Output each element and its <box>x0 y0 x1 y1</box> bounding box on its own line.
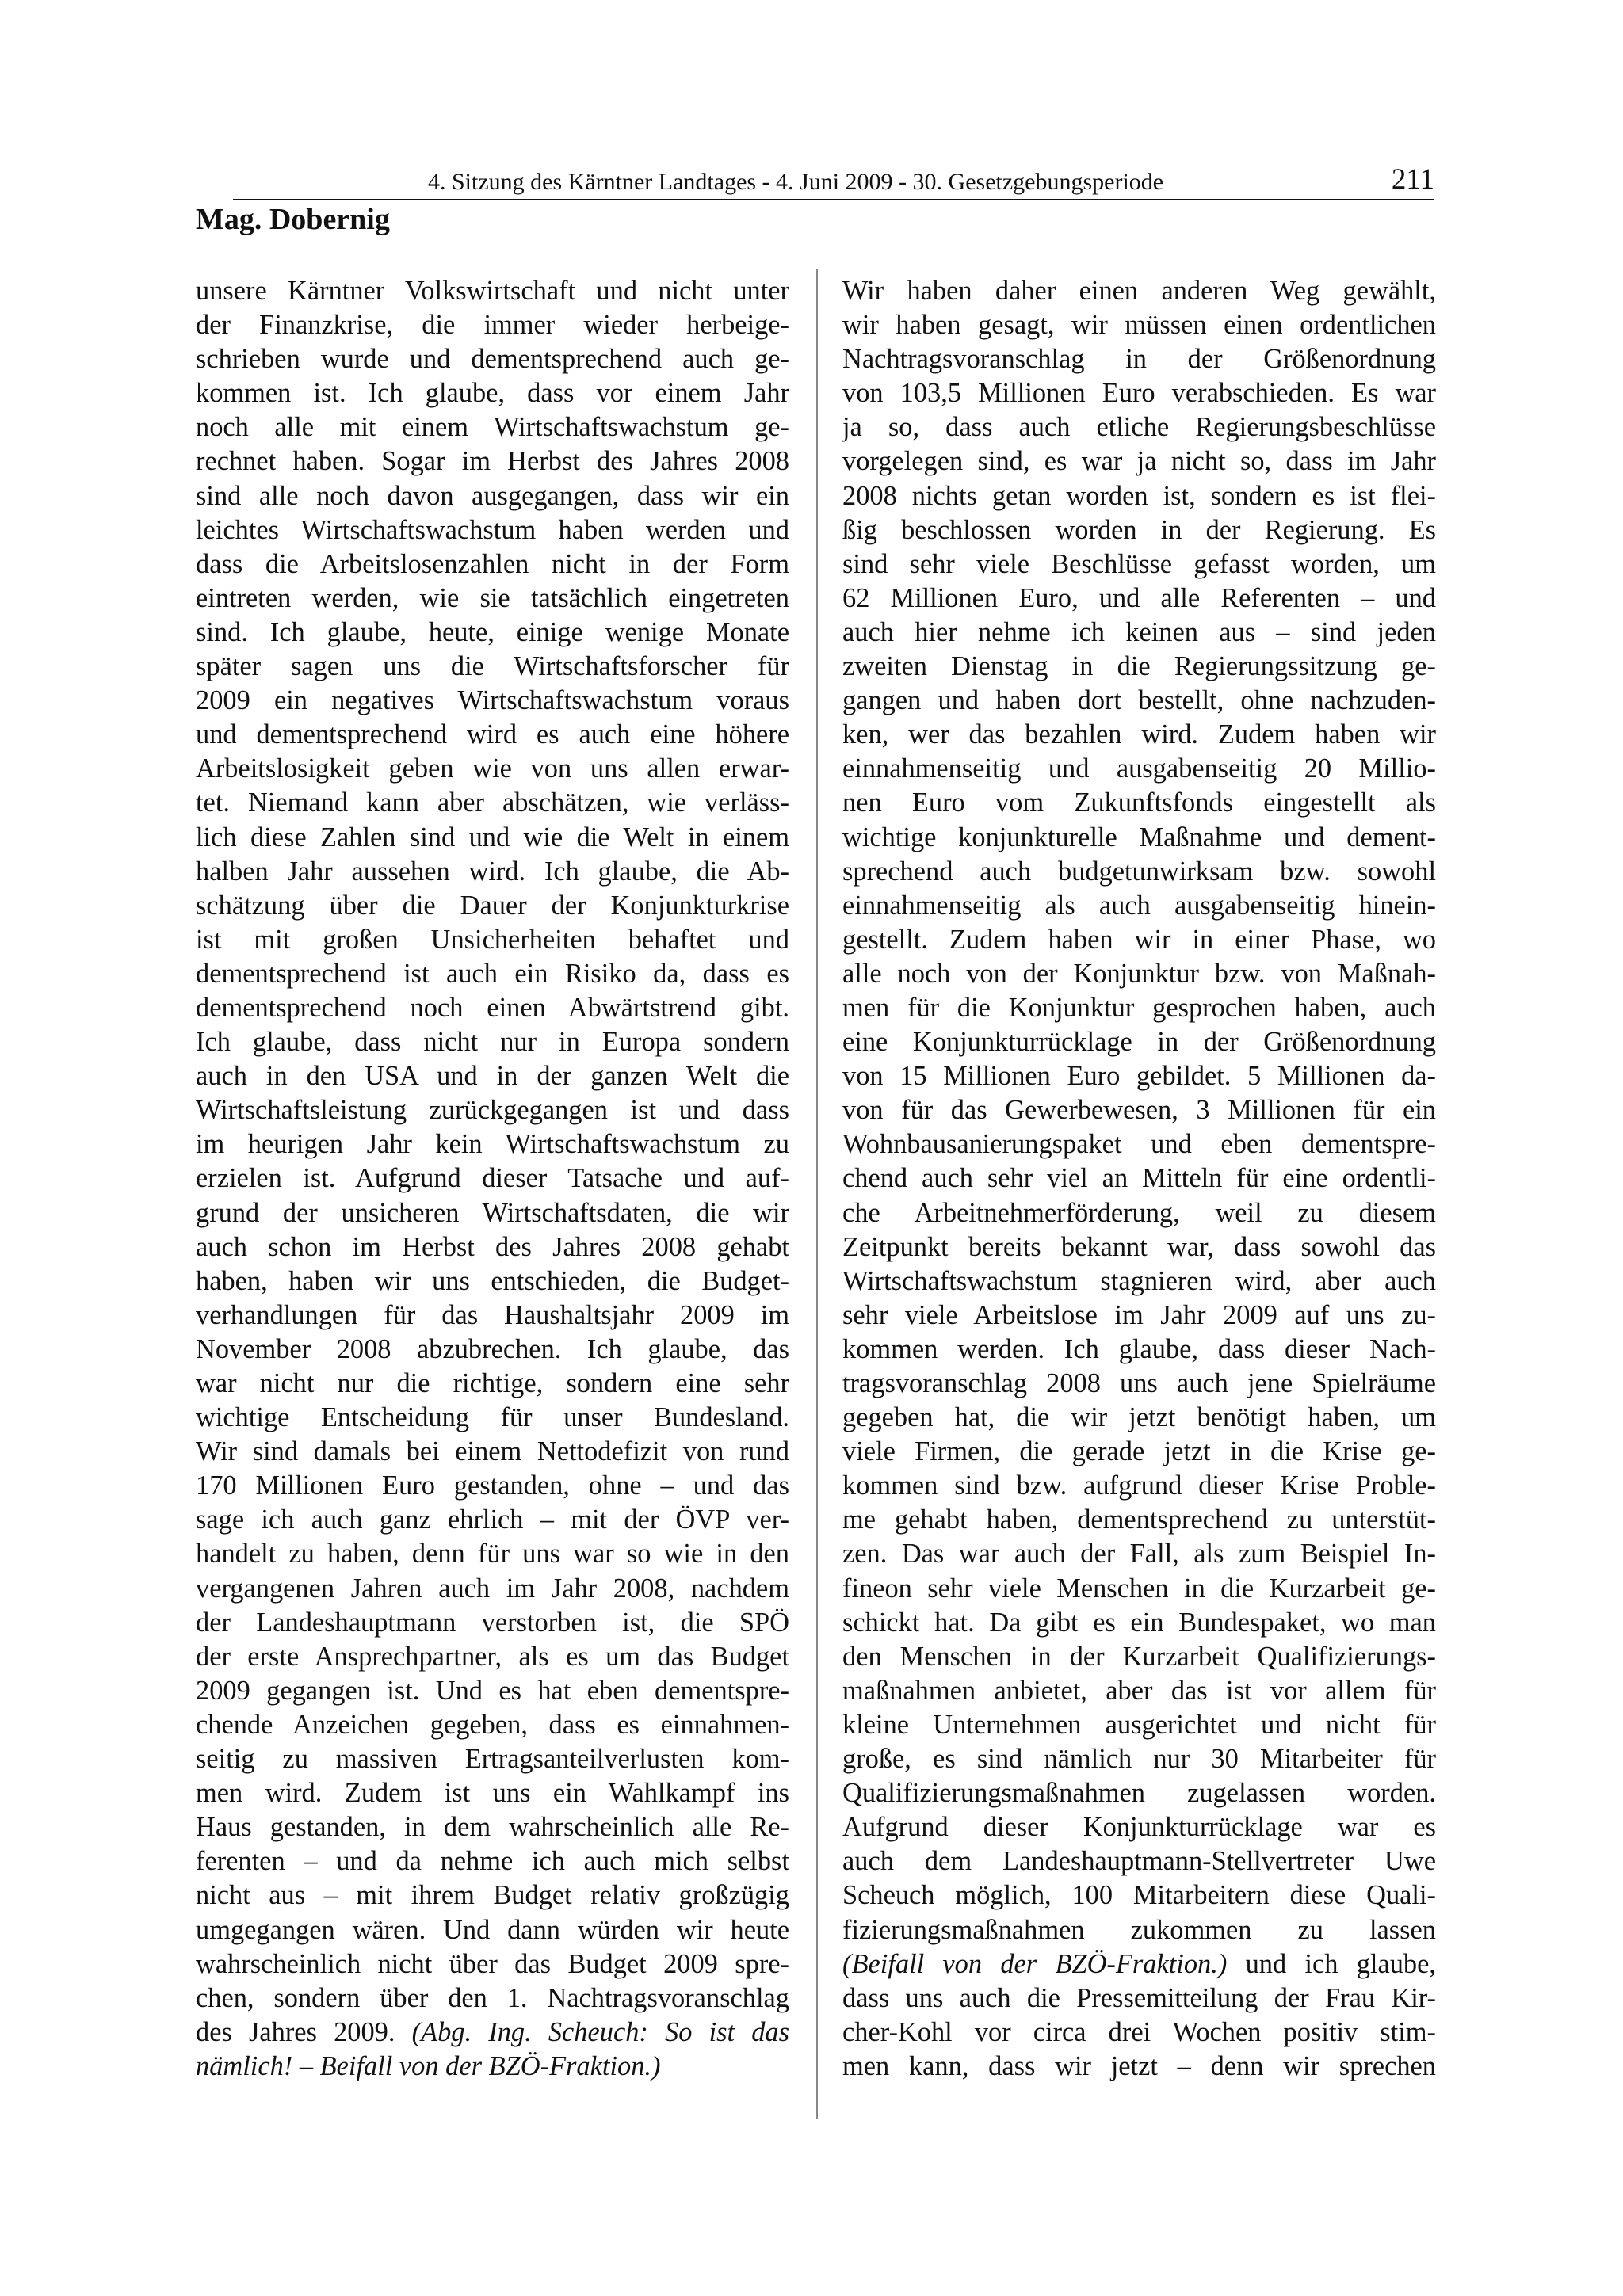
text-line: der Landeshauptmann verstorben ist, die SPÖ <box>196 1607 789 1638</box>
text-line: men kann, dass wir jetzt – denn wir sprechen <box>842 2050 1436 2081</box>
text-line: einnahmenseitig und ausgabenseitig 20 Millio- <box>842 753 1436 784</box>
text-line: sind sehr viele Beschlüsse gefasst worden, um <box>842 548 1436 579</box>
text-line: eine Konjunkturrücklage in der Größenordnung <box>842 1027 1436 1058</box>
text-line: kommen sind bzw. aufgrund dieser Krise Proble- <box>842 1470 1436 1501</box>
text-line: der Finanzkrise, die immer wieder herbeige- <box>196 310 789 341</box>
text-line: kommen ist. Ich glaube, dass vor einem Jahr <box>196 378 789 409</box>
text-line: kommen werden. Ich glaube, dass dieser Nach- <box>842 1333 1436 1364</box>
speaker-name: Mag. Dobernig <box>196 203 390 236</box>
text-line: tragsvoranschlag 2008 uns auch jene Spielräume <box>842 1368 1436 1398</box>
text-line: vergangenen Jahren auch im Jahr 2008, nachdem <box>196 1573 789 1604</box>
text-line: November 2008 abzubrechen. Ich glaube, das <box>196 1333 789 1364</box>
text-line: gangen und haben dort bestellt, ohne nachzuden- <box>842 685 1436 716</box>
text-line: maßnahmen anbietet, aber das ist vor allem für <box>842 1675 1436 1706</box>
text-line: sage ich auch ganz ehrlich – mit der ÖVP ver- <box>196 1505 789 1535</box>
text-line: Ich glaube, dass nicht nur in Europa sondern <box>196 1027 789 1058</box>
text-line: schätzung über die Dauer der Konjunkturkrise <box>196 890 789 921</box>
text-line: handelt zu haben, denn für uns war so wie in den <box>196 1539 789 1569</box>
text-line: Scheuch möglich, 100 Mitarbeitern diese Quali- <box>842 1880 1436 1911</box>
text-line: 62 Millionen Euro, und alle Referenten – und <box>842 582 1436 613</box>
text-line: Wirtschaftswachstum stagnieren wird, aber auch <box>842 1265 1436 1296</box>
text-line: eintreten werden, wie sie tatsächlich eingetreten <box>196 582 789 613</box>
text-line: von 103,5 Millionen Euro verabschieden. Es war <box>842 378 1436 409</box>
text-line: ferenten – und da nehme ich auch mich selbst <box>196 1846 789 1877</box>
text-line: ist mit großen Unsicherheiten behaftet und <box>196 924 789 955</box>
text-line: wichtige konjunkturelle Maßnahme und dement- <box>842 822 1436 852</box>
interjection-text: nämlich! – Beifall von der BZÖ-Fraktion.) <box>196 2050 661 2081</box>
text-line: zweiten Dienstag in die Regierungssitzung ge- <box>842 651 1436 682</box>
text-line: alle noch von der Konjunktur bzw. von Maßnah- <box>842 958 1436 989</box>
text-line: nen Euro vom Zukunftsfonds eingestellt als <box>842 788 1436 818</box>
text-line: auch in den USA und in der ganzen Welt die <box>196 1061 789 1092</box>
text-line: Wirtschaftsleistung zurückgegangen ist und dass <box>196 1095 789 1126</box>
text-line: dass die Arbeitslosenzahlen nicht in der Form <box>196 548 789 579</box>
text-line: erzielen ist. Aufgrund dieser Tatsache und auf- <box>196 1163 789 1194</box>
text-line: auch hier nehme ich keinen aus – sind jeden <box>842 616 1436 647</box>
text-line: Arbeitslosigkeit geben wie von uns allen erwar- <box>196 753 789 784</box>
text-line: halben Jahr aussehen wird. Ich glaube, die Ab- <box>196 856 789 887</box>
text-line: auch dem Landeshauptmann-Stellvertreter Uwe <box>842 1846 1436 1877</box>
text-line: sind alle noch davon ausgegangen, dass wir ein <box>196 480 789 511</box>
text-line: schickt hat. Da gibt es ein Bundespaket, wo man <box>842 1607 1436 1638</box>
text-line: von 15 Millionen Euro gebildet. 5 Millionen da- <box>842 1061 1436 1092</box>
text-line: haben, haben wir uns entschieden, die Budget- <box>196 1265 789 1296</box>
page-number: 211 <box>1391 163 1434 196</box>
text-line: zen. Das war auch der Fall, als zum Beispiel In- <box>842 1539 1436 1569</box>
text-line: tet. Niemand kann aber abschätzen, wie verläss- <box>196 788 789 818</box>
text-line: chend auch sehr viel an Mitteln für eine ordentli- <box>842 1163 1436 1194</box>
text-line: einnahmenseitig als auch ausgabenseitig hinein- <box>842 890 1436 921</box>
right-column <box>842 274 1436 2084</box>
text-line: noch alle mit einem Wirtschaftswachstum ge- <box>196 412 789 443</box>
text-line: vorgelegen sind, es war ja nicht so, dass im Jahr <box>842 446 1436 477</box>
text-line: auch schon im Herbst des Jahres 2008 gehabt <box>196 1231 789 1262</box>
text-line: lich diese Zahlen sind und wie die Welt in einem <box>196 822 789 852</box>
text-line: viele Firmen, die gerade jetzt in die Krise ge- <box>842 1436 1436 1467</box>
text-line: gestellt. Zudem haben wir in einer Phase, wo <box>842 924 1436 955</box>
session-title: 4. Sitzung des Kärntner Landtages - 4. Juni 2009 - 30. Gesetzgebungsperiode <box>428 169 1164 195</box>
text-segment: und ich glaube, <box>1227 1948 1436 1979</box>
text-line: 170 Millionen Euro gestanden, ohne – und das <box>196 1470 789 1501</box>
text-line: chende Anzeichen gegeben, dass es einnahmen- <box>196 1709 789 1740</box>
text-line: Nachtragsvoranschlag in der Größenordnung <box>842 344 1436 375</box>
text-line: große, es sind nämlich nur 30 Mitarbeiter für <box>842 1744 1436 1775</box>
text-line: dass uns auch die Pressemitteilung der Frau Kir- <box>842 1982 1436 2013</box>
text-line: umgegangen wären. Und dann würden wir heute <box>196 1914 789 1945</box>
text-line: dementsprechend ist auch ein Risiko da, dass es <box>196 958 789 989</box>
text-line: war nicht nur die richtige, sondern eine sehr <box>196 1368 789 1398</box>
text-line: und dementsprechend wird es auch eine höhere <box>196 719 789 750</box>
column-divider <box>816 269 818 2119</box>
text-line: kleine Unternehmen ausgerichtet und nicht für <box>842 1709 1436 1740</box>
text-line: gegeben hat, die wir jetzt benötigt haben, um <box>842 1402 1436 1433</box>
text-line: fizierungsmaßnahmen zukommen zu lassen <box>842 1914 1436 1945</box>
text-line: unsere Kärntner Volkswirtschaft und nicht unter <box>196 276 789 306</box>
text-line: nicht aus – mit ihrem Budget relativ großzügig <box>196 1880 789 1911</box>
text-line: 2008 nichts getan worden ist, sondern es ist flei- <box>842 480 1436 511</box>
text-line: den Menschen in der Kurzarbeit Qualifizierungs- <box>842 1641 1436 1672</box>
text-line: im heurigen Jahr kein Wirtschaftswachstum zu <box>196 1129 789 1160</box>
text-line: men wird. Zudem ist uns ein Wahlkampf ins <box>196 1778 789 1809</box>
text-line <box>196 2016 789 2050</box>
left-column <box>196 274 789 2084</box>
text-line <box>842 1947 1436 1981</box>
text-segment: des Jahres 2009. <box>196 2016 412 2047</box>
text-line: sind. Ich glaube, heute, einige wenige Monate <box>196 616 789 647</box>
text-line: grund der unsicheren Wirtschaftsdaten, die wir <box>196 1197 789 1228</box>
text-line: me gehabt haben, dementsprechend zu unterstüt- <box>842 1505 1436 1535</box>
text-line: Wir sind damals bei einem Nettodefizit von rund <box>196 1436 789 1467</box>
text-line: Wohnbausanierungspaket und eben dementspre- <box>842 1129 1436 1160</box>
text-line: schrieben wurde und dementsprechend auch ge- <box>196 344 789 375</box>
text-line: cher-Kohl vor circa drei Wochen positiv stim- <box>842 2016 1436 2047</box>
text-line: 2009 gegangen ist. Und es hat eben dementspre- <box>196 1675 789 1706</box>
text-line: verhandlungen für das Haushaltsjahr 2009 im <box>196 1299 789 1330</box>
text-line: chen, sondern über den 1. Nachtragsvoranschlag <box>196 1982 789 2013</box>
text-line: wahrscheinlich nicht über das Budget 2009 spre- <box>196 1948 789 1979</box>
text-line <box>196 2050 789 2084</box>
text-line: der erste Ansprechpartner, als es um das Budget <box>196 1641 789 1672</box>
interjection-text: (Beifall von der BZÖ-Fraktion.) <box>842 1948 1228 1979</box>
text-line: seitig zu massiven Ertragsanteilverlusten kom- <box>196 1744 789 1775</box>
text-line: men für die Konjunktur gesprochen haben, auch <box>842 992 1436 1023</box>
text-line: leichtes Wirtschaftswachstum haben werden und <box>196 514 789 545</box>
text-line: Wir haben daher einen anderen Weg gewählt, <box>842 276 1436 306</box>
text-line: später sagen uns die Wirtschaftsforscher für <box>196 651 789 682</box>
text-line: ja so, dass auch etliche Regierungsbeschlüsse <box>842 412 1436 443</box>
text-line: sprechend auch budgetunwirksam bzw. sowohl <box>842 856 1436 887</box>
text-line: wichtige Entscheidung für unser Bundesland. <box>196 1402 789 1433</box>
text-line: sehr viele Arbeitslose im Jahr 2009 auf uns zu- <box>842 1299 1436 1330</box>
text-line: che Arbeitnehmerförderung, weil zu diesem <box>842 1197 1436 1228</box>
text-line: Haus gestanden, in dem wahrscheinlich alle Re- <box>196 1812 789 1843</box>
text-line: von für das Gewerbewesen, 3 Millionen für ein <box>842 1095 1436 1126</box>
text-line: wir haben gesagt, wir müssen einen ordentlichen <box>842 310 1436 341</box>
text-line: dementsprechend noch einen Abwärtstrend gibt. <box>196 992 789 1023</box>
text-line: rechnet haben. Sogar im Herbst des Jahres 2008 <box>196 446 789 477</box>
text-line: Aufgrund dieser Konjunkturrücklage war es <box>842 1812 1436 1843</box>
text-line: fineon sehr viele Menschen in die Kurzarbeit ge- <box>842 1573 1436 1604</box>
text-line: 2009 ein negatives Wirtschaftswachstum voraus <box>196 685 789 716</box>
text-line: ken, wer das bezahlen wird. Zudem haben wir <box>842 719 1436 750</box>
text-line: ßig beschlossen worden in der Regierung. Es <box>842 514 1436 545</box>
text-line: Qualifizierungsmaßnahmen zugelassen worden. <box>842 1778 1436 1809</box>
interjection-text: (Abg. Ing. Scheuch: So ist das <box>411 2016 789 2047</box>
text-line: Zeitpunkt bereits bekannt war, dass sowohl das <box>842 1231 1436 1262</box>
header-rule <box>233 199 1434 200</box>
